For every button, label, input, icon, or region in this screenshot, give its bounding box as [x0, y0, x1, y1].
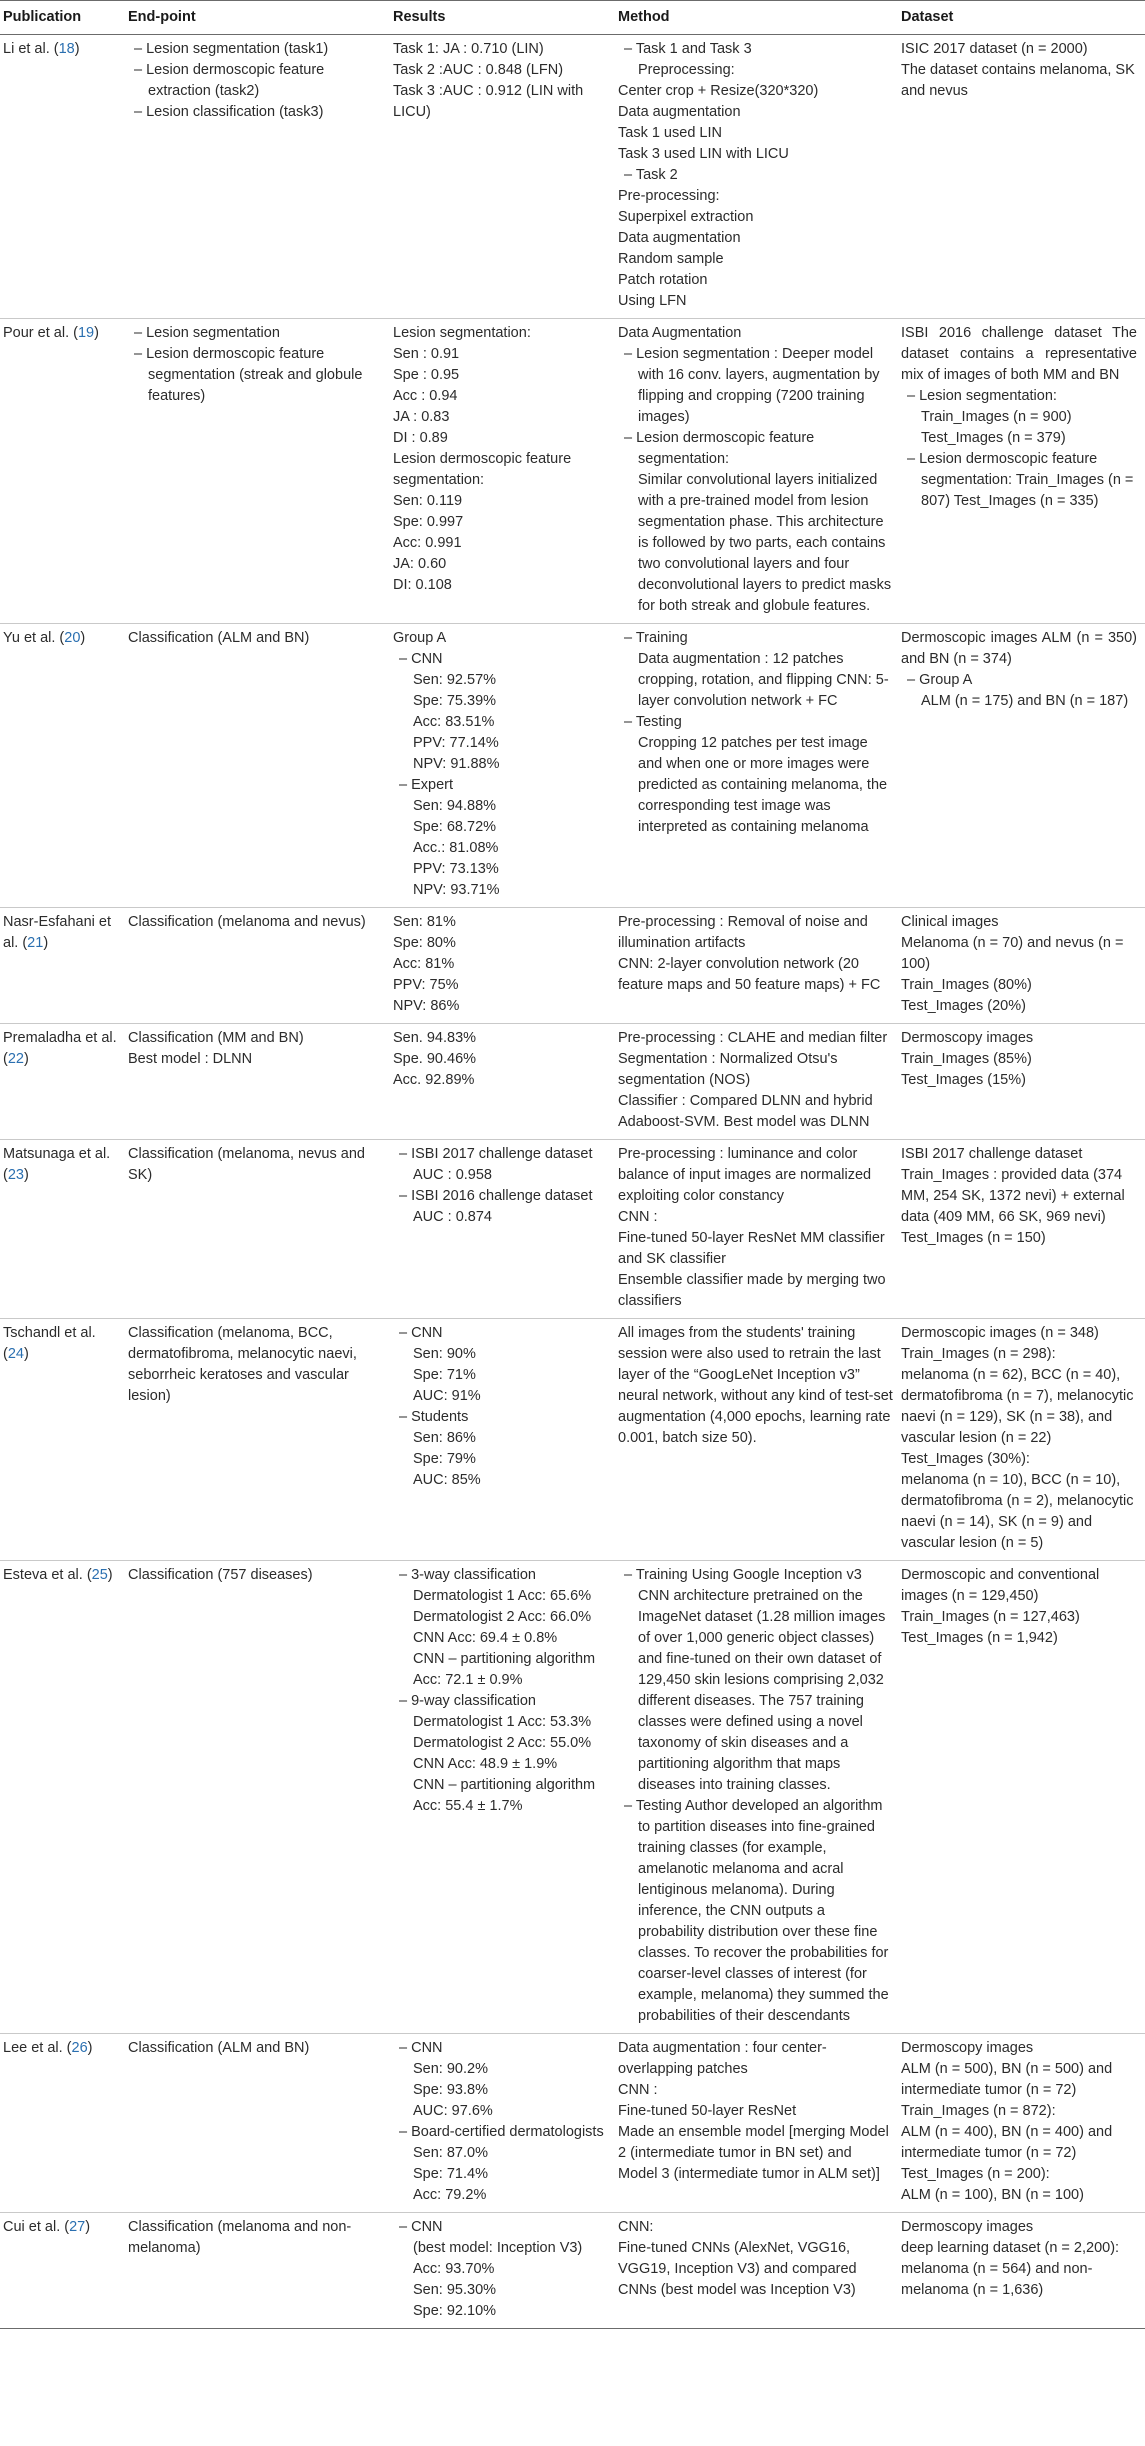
results-bullet-item: – Board-certified dermatologists — [393, 2122, 610, 2143]
dataset-bullet-item: – Lesion segmentation: Train_Images (n = 900) Test_Images (n = 379) — [901, 386, 1137, 449]
endpoint-bullet-item: – Lesion dermoscopic feature extraction (task2) — [128, 60, 385, 102]
dataset-line: deep learning dataset (n = 2,200): melanoma (n = 564) and non-melanoma (n = 1,636) — [901, 2240, 1124, 2298]
method-cell — [618, 908, 901, 1024]
dataset-line: ALM (n = 500), BN (n = 500) and intermediate tumor (n = 72) — [901, 2061, 1117, 2098]
results-line: Dermatologist 2 Acc: 55.0% — [413, 1735, 592, 1751]
endpoint-bullet-item: – Lesion dermoscopic feature segmentation (streak and globule features) — [128, 344, 385, 407]
endpoint-line: Classification (melanoma, BCC, dermatofibroma, melanocytic naevi, seborrheic keratoses and vascular lesion) — [128, 1325, 361, 1404]
results-line: CNN – partitioning algorithm Acc: 55.4 ± 1.7% — [413, 1777, 599, 1814]
table-row — [0, 319, 1145, 624]
dataset-cell — [901, 2034, 1145, 2213]
method-line: Made an ensemble model [merging Model 2 (intermediate tumor in BN set) and Model 3 (intermediate tumor in ALM set)] — [618, 2124, 893, 2182]
reference-link[interactable]: 27 — [69, 2219, 86, 2235]
publication-close-paren: ) — [23, 1346, 29, 1362]
dataset-line: Test_Images (n = 200): — [901, 2166, 1050, 2182]
results-line: CNN – partitioning algorithm Acc: 72.1 ± 0.9% — [413, 1651, 599, 1688]
endpoint-cell — [128, 2034, 393, 2213]
dataset-line: Dermoscopy images — [901, 2040, 1034, 2056]
results-line: Spe: 75.39% — [413, 693, 497, 709]
endpoint-cell — [128, 624, 393, 908]
method-bullet-item: – Testing Author developed an algorithm to partition diseases into fine-grained training classes (for example, amelanotic melanoma and acral lentiginous melanoma). During inference, the CNN outputs a probability distribution over these fine classes. To recover the probabilities for coarser-level classes of interest (for example, melanoma) they summed the probabilities of their descendants — [618, 1796, 893, 2027]
results-line: JA: 0.60 — [393, 556, 447, 572]
results-bullet-item: – CNN — [393, 1323, 610, 1344]
results-line: Sen: 81% — [393, 914, 456, 930]
publication-author: Li et al. ( — [3, 41, 59, 57]
method-bullet-item: – Lesion dermoscopic feature segmentation: — [618, 428, 893, 470]
results-line: Task 3 :AUC : 0.912 (LIN with LICU) — [393, 83, 588, 120]
table-row — [0, 35, 1145, 319]
results-line: Sen : 0.91 — [393, 346, 460, 362]
method-line: Classifier : Compared DLNN and hybrid Adaboost-SVM. Best model was DLNN — [618, 1093, 876, 1130]
publication-close-paren: ) — [80, 630, 86, 646]
results-line: Acc. 92.89% — [393, 1072, 475, 1088]
results-cell — [393, 1024, 618, 1140]
dataset-line: melanoma (n = 62), BCC (n = 40), dermatofibroma (n = 7), melanocytic naevi (n = 129), SK (n = 38), and vascular lesion (n = 22) — [901, 1367, 1138, 1446]
results-bullet-item: – 9-way classification — [393, 1691, 610, 1712]
method-bullet-item: – Lesion segmentation : Deeper model with 16 conv. layers, augmentation by flipping and cropping (7200 training images) — [618, 344, 893, 428]
reference-link[interactable]: 22 — [7, 1051, 24, 1067]
results-line: Spe: 93.8% — [413, 2082, 488, 2098]
publication-close-paren: ) — [23, 1167, 29, 1183]
dataset-line: ISBI 2017 challenge dataset — [901, 1146, 1083, 1162]
dataset-cell — [901, 1319, 1145, 1561]
results-bullet-item: – CNN — [393, 2038, 610, 2059]
reference-link[interactable]: 21 — [27, 935, 44, 951]
results-line: Acc: 81% — [393, 956, 455, 972]
endpoint-line: Classification (MM and BN) — [128, 1030, 304, 1046]
method-line: Center crop + Resize(320*320) — [618, 83, 819, 99]
endpoint-cell — [128, 2213, 393, 2329]
results-line: Sen: 95.30% — [413, 2282, 497, 2298]
method-line: Fine-tuned CNNs (AlexNet, VGG16, VGG19, Inception V3) and compared CNNs (best model was Inception V3) — [618, 2240, 861, 2298]
publication-author: Pour et al. ( — [3, 325, 78, 341]
method-bullet-item: – Task 1 and Task 3 — [618, 39, 893, 60]
publication-close-paren: ) — [74, 41, 80, 57]
method-line: All images from the students' training session were also used to retrain the last layer of the “GoogLeNet Inception v3” neural network, without any kind of test-set augmentation (4,000 epochs, learning rate 0.001, batch size 50). — [618, 1325, 897, 1446]
endpoint-line: Best model : DLNN — [128, 1051, 253, 1067]
dataset-line: Train_Images : provided data (374 MM, 254 SK, 1372 nevi) + external data (409 MM, 66 SK, 969 nevi) — [901, 1167, 1129, 1225]
method-line: Task 1 used LIN — [618, 125, 722, 141]
method-line: Data augmentation — [618, 104, 741, 120]
publication-cell — [0, 1140, 128, 1319]
method-line: Pre-processing: — [618, 188, 720, 204]
header-results: Results — [393, 1, 618, 35]
dataset-line: Dermoscopic images ALM (n = 350) and BN (n = 374) — [901, 630, 1142, 667]
method-line: Patch rotation — [618, 272, 708, 288]
results-line: Spe: 0.997 — [393, 514, 464, 530]
results-line: Spe: 80% — [393, 935, 456, 951]
dataset-line: melanoma (n = 10), BCC (n = 10), dermatofibroma (n = 2), melanocytic naevi (n = 14), SK (n = 9) and vascular lesion (n = 5) — [901, 1472, 1138, 1551]
results-line: Sen: 87.0% — [413, 2145, 488, 2161]
endpoint-line: Classification (melanoma, nevus and SK) — [128, 1146, 369, 1183]
results-line: Task 1: JA : 0.710 (LIN) — [393, 41, 544, 57]
method-line: Data Augmentation — [618, 325, 742, 341]
results-line: Lesion segmentation: — [393, 325, 531, 341]
results-cell — [393, 1140, 618, 1319]
results-line: AUC : 0.958 — [413, 1167, 492, 1183]
publication-close-paren: ) — [87, 2040, 93, 2056]
results-line: Spe: 68.72% — [413, 819, 497, 835]
table-body — [0, 35, 1145, 2329]
method-bullet-item: – Testing — [618, 712, 893, 733]
dataset-line: ALM (n = 175) and BN (n = 187) — [921, 693, 1129, 709]
results-line: NPV: 91.88% — [413, 756, 500, 772]
publication-author: Tschandl et al. ( — [3, 1325, 96, 1362]
dataset-line: Dermoscopic images (n = 348) — [901, 1325, 1099, 1341]
method-line: Fine-tuned 50-layer ResNet — [618, 2103, 797, 2119]
results-line: JA : 0.83 — [393, 409, 450, 425]
dataset-line: Clinical images — [901, 914, 999, 930]
method-cell — [618, 1024, 901, 1140]
results-line: DI: 0.108 — [393, 577, 452, 593]
dataset-line: ISBI 2016 challenge dataset The dataset contains a representative mix of images of both MM and BN — [901, 325, 1142, 383]
results-line: (best model: Inception V3) — [413, 2240, 583, 2256]
publication-author: Lee et al. ( — [3, 2040, 72, 2056]
dataset-cell — [901, 2213, 1145, 2329]
publication-author: Cui et al. ( — [3, 2219, 70, 2235]
results-line: Acc.: 81.08% — [413, 840, 499, 856]
method-line: Task 3 used LIN with LICU — [618, 146, 789, 162]
results-line: AUC: 85% — [413, 1472, 481, 1488]
publication-cell — [0, 35, 128, 319]
dataset-line: ISIC 2017 dataset (n = 2000) — [901, 41, 1088, 57]
dataset-line: ALM (n = 100), BN (n = 100) — [901, 2187, 1084, 2203]
dataset-line: The dataset contains melanoma, SK and nevus — [901, 62, 1139, 99]
results-line: Sen: 94.88% — [413, 798, 497, 814]
dataset-cell — [901, 1140, 1145, 1319]
dataset-bullet-item: – Lesion dermoscopic feature segmentation: Train_Images (n = 807) Test_Images (n = 335) — [901, 449, 1137, 512]
endpoint-line: Classification (ALM and BN) — [128, 630, 310, 646]
endpoint-bullet-item: – Lesion segmentation — [128, 323, 385, 344]
dataset-line: Dermoscopic and conventional images (n = 129,450) — [901, 1567, 1104, 1604]
endpoint-line: Classification (melanoma and nevus) — [128, 914, 366, 930]
dataset-line: Train_Images (n = 298): — [901, 1346, 1056, 1362]
results-cell — [393, 35, 618, 319]
publication-author: Nasr-Esfahani et al. ( — [3, 914, 111, 951]
results-line: DI : 0.89 — [393, 430, 448, 446]
results-line: Dermatologist 1 Acc: 53.3% — [413, 1714, 592, 1730]
results-line: Acc: 79.2% — [413, 2187, 487, 2203]
method-line: Cropping 12 patches per test image and when one or more images were predicted as containing melanoma, the corresponding test image was interpreted as containing melanoma — [638, 735, 892, 835]
results-line: PPV: 77.14% — [413, 735, 499, 751]
results-line: Spe. 90.46% — [393, 1051, 477, 1067]
reference-link[interactable]: 26 — [71, 2040, 88, 2056]
method-line: Segmentation : Normalized Otsu's segmentation (NOS) — [618, 1051, 842, 1088]
results-bullet-item: – ISBI 2017 challenge dataset — [393, 1144, 610, 1165]
header-method: Method — [618, 1, 901, 35]
method-bullet-item: – Training Using Google Inception v3 CNN architecture pretrained on the ImageNet dataset (1.28 million images of over 1,000 generic object classes) and fine-tuned on their own dataset of 129,450 skin lesions comprising 2,032 different diseases. The 757 training classes were defined using a novel taxonomy of skin diseases and a partitioning algorithm that maps diseases into training classes. — [618, 1565, 893, 1796]
results-line: Spe: 79% — [413, 1451, 476, 1467]
publication-author: Yu et al. ( — [3, 630, 65, 646]
results-line: Sen. 94.83% — [393, 1030, 477, 1046]
results-line: Dermatologist 1 Acc: 65.6% — [413, 1588, 592, 1604]
results-cell — [393, 908, 618, 1024]
reference-link[interactable]: 18 — [58, 41, 75, 57]
method-line: CNN: 2-layer convolution network (20 feature maps and 50 feature maps) + FC — [618, 956, 881, 993]
endpoint-cell — [128, 1561, 393, 2034]
method-cell — [618, 624, 901, 908]
table-row — [0, 624, 1145, 908]
publication-cell — [0, 624, 128, 908]
endpoint-bullet-item: – Lesion classification (task3) — [128, 102, 385, 123]
dataset-cell — [901, 1024, 1145, 1140]
publication-author: Esteva et al. ( — [3, 1567, 92, 1583]
method-line: Similar convolutional layers initialized with a pre-trained model from lesion segmentation phase. This architecture is followed by two parts, each contains two convolutional layers and four deconvolutional layers to predict masks for both streak and globule features. — [638, 472, 896, 614]
dataset-line: Train_Images (80%) — [901, 977, 1032, 993]
reference-link[interactable]: 23 — [7, 1167, 24, 1183]
method-line: Data augmentation : 12 patches cropping, rotation, and flipping CNN: 5-layer convolution network + FC — [638, 651, 889, 709]
table-row — [0, 908, 1145, 1024]
publication-author: Premaladha et al. ( — [3, 1030, 117, 1067]
publication-cell — [0, 2213, 128, 2329]
publication-close-paren: ) — [94, 325, 99, 341]
publication-cell — [0, 908, 128, 1024]
dataset-line: Melanoma (n = 70) and nevus (n = 100) — [901, 935, 1128, 972]
reference-link[interactable]: 24 — [7, 1346, 24, 1362]
method-cell — [618, 2213, 901, 2329]
dataset-cell — [901, 624, 1145, 908]
results-bullet-item: – Expert — [393, 775, 610, 796]
table-row — [0, 1024, 1145, 1140]
results-line: Spe: 71% — [413, 1367, 476, 1383]
method-line: Data augmentation — [618, 230, 741, 246]
results-line: Spe: 92.10% — [413, 2303, 497, 2319]
dataset-cell — [901, 35, 1145, 319]
results-bullet-item: – ISBI 2016 challenge dataset — [393, 1186, 610, 1207]
dataset-line: Train_Images (85%) — [901, 1051, 1032, 1067]
method-cell — [618, 1561, 901, 2034]
results-line: Sen: 90.2% — [413, 2061, 488, 2077]
results-cell — [393, 1319, 618, 1561]
method-line: Pre-processing : Removal of noise and illumination artifacts — [618, 914, 872, 951]
reference-link[interactable]: 25 — [91, 1567, 108, 1583]
results-line: AUC: 97.6% — [413, 2103, 493, 2119]
method-cell — [618, 1140, 901, 1319]
header-row — [0, 1, 1145, 35]
method-line: Superpixel extraction — [618, 209, 754, 225]
results-line: Acc: 0.991 — [393, 535, 462, 551]
method-cell — [618, 319, 901, 624]
endpoint-cell — [128, 35, 393, 319]
publication-cell — [0, 1319, 128, 1561]
dataset-cell — [901, 1561, 1145, 2034]
results-cell — [393, 2213, 618, 2329]
results-line: NPV: 86% — [393, 998, 460, 1014]
table-row — [0, 1319, 1145, 1561]
results-line: PPV: 73.13% — [413, 861, 499, 877]
method-line: Pre-processing : CLAHE and median filter — [618, 1030, 888, 1046]
endpoint-cell — [128, 908, 393, 1024]
results-line: Acc: 83.51% — [413, 714, 495, 730]
header-end-point: End-point — [128, 1, 393, 35]
results-line: Sen: 92.57% — [413, 672, 497, 688]
dataset-line: Test_Images (15%) — [901, 1072, 1026, 1088]
results-line: Dermatologist 2 Acc: 66.0% — [413, 1609, 592, 1625]
table-row — [0, 1140, 1145, 1319]
publication-cell — [0, 319, 128, 624]
results-bullet-item: – CNN — [393, 2217, 610, 2238]
results-line: NPV: 93.71% — [413, 882, 500, 898]
reference-link[interactable]: 20 — [64, 630, 81, 646]
method-cell — [618, 35, 901, 319]
results-line: Sen: 86% — [413, 1430, 476, 1446]
endpoint-cell — [128, 319, 393, 624]
dataset-line: Test_Images (20%) — [901, 998, 1026, 1014]
endpoint-cell — [128, 1024, 393, 1140]
results-line: Task 2 :AUC : 0.848 (LFN) — [393, 62, 564, 78]
dataset-bullet-item: – Group A — [901, 670, 1137, 691]
dataset-line: Train_Images (n = 127,463) — [901, 1609, 1080, 1625]
publication-close-paren: ) — [43, 935, 49, 951]
publication-cell — [0, 1561, 128, 2034]
method-line: Preprocessing: — [638, 62, 735, 78]
method-bullet-item: – Training — [618, 628, 893, 649]
method-line: CNN : — [618, 2082, 658, 2098]
results-bullet-item: – CNN — [393, 649, 610, 670]
results-line: Acc: 93.70% — [413, 2261, 495, 2277]
dataset-line: Test_Images (n = 150) — [901, 1230, 1046, 1246]
results-line: Spe: 71.4% — [413, 2166, 488, 2182]
results-line: Sen: 0.119 — [393, 493, 463, 509]
dataset-line: ALM (n = 400), BN (n = 400) and intermediate tumor (n = 72) — [901, 2124, 1117, 2161]
endpoint-cell — [128, 1140, 393, 1319]
method-cell — [618, 1319, 901, 1561]
results-line: Group A — [393, 630, 447, 646]
dataset-line: Test_Images (n = 1,942) — [901, 1630, 1058, 1646]
publication-close-paren: ) — [107, 1567, 113, 1583]
method-cell — [618, 2034, 901, 2213]
reference-link[interactable]: 19 — [77, 325, 95, 341]
header-dataset: Dataset — [901, 1, 1145, 35]
endpoint-line: Classification (melanoma and non-melanoma) — [128, 2219, 352, 2256]
header-publication: Publication — [0, 1, 128, 35]
results-line: CNN Acc: 69.4 ± 0.8% — [413, 1630, 558, 1646]
publication-author: Matsunaga et al. ( — [3, 1146, 111, 1183]
dataset-line: Dermoscopy images — [901, 2219, 1034, 2235]
results-line: CNN Acc: 48.9 ± 1.9% — [413, 1756, 558, 1772]
results-line: AUC: 91% — [413, 1388, 481, 1404]
results-line: Lesion dermoscopic feature segmentation: — [393, 451, 576, 488]
table-row — [0, 2034, 1145, 2213]
method-line: Pre-processing : luminance and color balance of input images are normalized exploiting color constancy — [618, 1146, 876, 1204]
endpoint-line: Classification (757 diseases) — [128, 1567, 313, 1583]
method-line: CNN : — [618, 1209, 658, 1225]
dataset-cell — [901, 319, 1145, 624]
results-line: Acc : 0.94 — [393, 388, 458, 404]
results-line: Spe : 0.95 — [393, 367, 460, 383]
results-line: AUC : 0.874 — [413, 1209, 492, 1225]
method-line: CNN: — [618, 2219, 654, 2235]
dataset-line: Test_Images (30%): — [901, 1451, 1030, 1467]
dataset-line: Train_Images (n = 872): — [901, 2103, 1056, 2119]
results-bullet-item: – Students — [393, 1407, 610, 1428]
publication-close-paren: ) — [23, 1051, 29, 1067]
method-line: Ensemble classifier made by merging two classifiers — [618, 1272, 890, 1309]
publication-cell — [0, 2034, 128, 2213]
endpoint-cell — [128, 1319, 393, 1561]
results-cell — [393, 319, 618, 624]
results-line: PPV: 75% — [393, 977, 459, 993]
results-cell — [393, 2034, 618, 2213]
method-bullet-item: – Task 2 — [618, 165, 893, 186]
method-line: Fine-tuned 50-layer ResNet MM classifier and SK classifier — [618, 1230, 889, 1267]
results-cell — [393, 624, 618, 908]
table-row — [0, 1561, 1145, 2034]
method-line: Data augmentation : four center-overlapping patches — [618, 2040, 827, 2077]
method-line: Using LFN — [618, 293, 687, 309]
results-bullet-item: – 3-way classification — [393, 1565, 610, 1586]
dataset-line: Dermoscopy images — [901, 1030, 1034, 1046]
endpoint-line: Classification (ALM and BN) — [128, 2040, 310, 2056]
dataset-cell — [901, 908, 1145, 1024]
endpoint-bullet-item: – Lesion segmentation (task1) — [128, 39, 385, 60]
publication-cell — [0, 1024, 128, 1140]
table-row — [0, 2213, 1145, 2329]
publication-close-paren: ) — [85, 2219, 91, 2235]
results-line: Sen: 90% — [413, 1346, 476, 1362]
method-line: Random sample — [618, 251, 724, 267]
results-cell — [393, 1561, 618, 2034]
